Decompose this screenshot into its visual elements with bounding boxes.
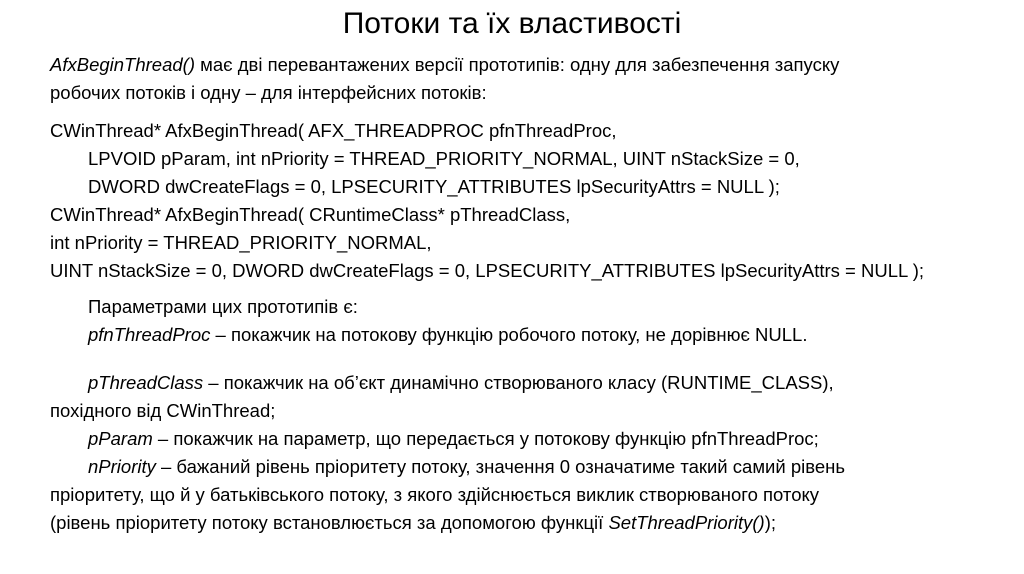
param-name: pThreadClass [88, 372, 204, 393]
spacer [50, 285, 1010, 293]
code-line-1: CWinThread* AfxBeginThread( AFX_THREADPROC pfnThreadProc, [50, 120, 617, 141]
slide-title: Потоки та їх властивості [342, 7, 682, 40]
code-line-2: LPVOID pParam, int nPriority = THREAD_PRIORITY_NORMAL, UINT nStackSize = 0, [88, 148, 800, 169]
code-line-3: DWORD dwCreateFlags = 0, LPSECURITY_ATTRIBUTES lpSecurityAttrs = NULL ); [88, 176, 780, 197]
intro-line-2: робочих потоків і одну – для інтерфейсних потоків: [50, 82, 487, 103]
param-description: – покажчик на об’єкт динамічно створюваного класу (RUNTIME_CLASS), [203, 372, 834, 393]
param-description: – покажчик на потокову функцію робочого потоку, не дорівнює NULL. [210, 324, 808, 345]
param-pparam [50, 425, 1010, 453]
param-pfnthreadproc [50, 321, 1010, 349]
param-description: – бажаний рівень пріоритету потоку, значення 0 означатиме такий самий рівень [155, 456, 846, 477]
param-description: – покажчик на параметр, що передається у потокову функцію pfnThreadProc; [152, 428, 819, 449]
param-npriority-cont-2 [50, 509, 1010, 537]
spacer [50, 107, 1010, 117]
spacer [50, 349, 1010, 369]
param-name: nPriority [88, 456, 156, 477]
function-name: AfxBeginThread() [50, 54, 195, 75]
function-name: SetThreadPriority() [608, 512, 765, 533]
param-description: (рівень пріоритету потоку встановлюється за допомогою функції [50, 512, 609, 533]
param-name: pParam [88, 428, 153, 449]
param-name: pfnThreadProc [88, 324, 211, 345]
param-npriority [50, 453, 1010, 481]
code-line-5: int nPriority = THREAD_PRIORITY_NORMAL, [50, 232, 432, 253]
param-npriority-cont-1: пріоритету, що й у батьківського потоку, з якого здійснюється виклик створюваного потоку [50, 484, 820, 505]
param-description: ); [764, 512, 777, 533]
code-line-6: UINT nStackSize = 0, DWORD dwCreateFlags = 0, LPSECURITY_ATTRIBUTES lpSecurityAttrs = NULL ); [50, 260, 925, 281]
slide-body [50, 51, 1010, 537]
intro-text: має дві перевантажених версії прототипів: одну для забезпечення запуску [194, 54, 840, 75]
params-heading: Параметрами цих прототипів є: [88, 296, 358, 317]
param-pthreadclass [50, 369, 1010, 397]
param-pthreadclass-cont: похідного від CWinThread; [50, 400, 276, 421]
code-line-4: CWinThread* AfxBeginThread( CRuntimeClass* pThreadClass, [50, 204, 571, 225]
intro-line-1 [50, 51, 1010, 79]
